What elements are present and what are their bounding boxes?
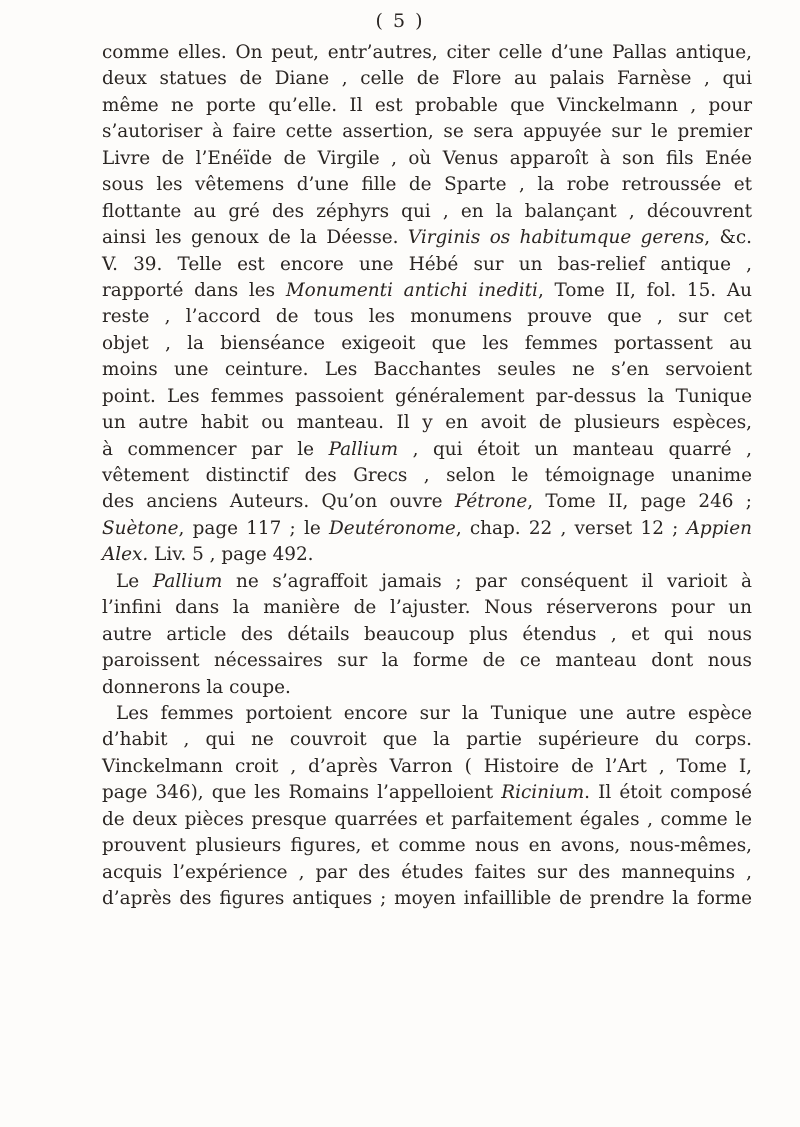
text-segment: rapporté dans les [102, 279, 286, 301]
text-line [102, 595, 752, 621]
text-line [102, 569, 752, 595]
text-line [102, 754, 752, 780]
text-segment: Le [116, 570, 153, 592]
italic-text: Deutéronome [328, 517, 456, 539]
text-segment: ne s’agraffoit jamais ; par conséquent il varioit à [222, 570, 752, 592]
text-segment: Vinckelmann croit , d’après Varron ( Histoire de l’Art , Tome I, [102, 755, 752, 777]
italic-text: Virginis os habitumque gerens [407, 227, 705, 249]
italic-text: Ricinium [501, 782, 585, 804]
text-segment: d’habit , qui ne couvroit que la partie supérieure du corps. [102, 729, 752, 751]
text-segment: autre article des détails beaucoup plus étendus , et qui nous [102, 623, 752, 645]
text-line [102, 40, 752, 66]
text-line [102, 225, 752, 251]
text-segment: l’infini dans la manière de l’ajuster. Nous réserverons pour un [102, 597, 752, 619]
text-line [102, 622, 752, 648]
text-line [102, 384, 752, 410]
text-line [102, 278, 752, 304]
text-segment: . Il étoit composé [584, 782, 752, 804]
text-segment: page 346), que les Romains l’appelloient [102, 782, 502, 804]
text-line [102, 357, 752, 383]
text-line [102, 93, 752, 119]
text-line [102, 780, 752, 806]
text-line [102, 860, 752, 886]
text-segment: , qui étoit un manteau quarré , [398, 438, 753, 460]
text-segment: donnerons la coupe. [102, 676, 291, 698]
text-segment: objet , la bienséance exigeoit que les femmes portassent au [102, 332, 752, 354]
text-line [102, 119, 752, 145]
text-line [102, 648, 752, 674]
text-line [102, 304, 752, 330]
text-line [102, 252, 752, 278]
text-line [102, 833, 752, 859]
text-line [102, 727, 752, 753]
page-number: ( 5 ) [375, 10, 425, 32]
text-segment: , &c. [704, 227, 753, 249]
text-segment: Livre de l’Enéïde de Virgile , où Venus apparoît à son fils Enée [102, 147, 752, 169]
text-segment: ainsi les genoux de la Déesse. [102, 227, 408, 249]
text-segment: flottante au gré des zéphyrs qui , en la balançant , découvrent [102, 200, 752, 222]
text-line [102, 199, 752, 225]
text-segment: prouvent plusieurs figures, et comme nous en avons, nous-mêmes, [102, 835, 752, 857]
text-line [102, 489, 752, 515]
text-segment: à commencer par le [102, 438, 329, 460]
italic-text: Pallium [152, 570, 223, 592]
text-segment: vêtement distinctif des Grecs , selon le témoignage unanime [102, 465, 752, 486]
text-segment: un autre habit ou manteau. Il y en avoit de plusieurs espèces, [102, 412, 752, 434]
text-line [102, 675, 752, 701]
text-segment: acquis l’expérience , par des études faites sur des mannequins , [102, 861, 752, 883]
text-segment: moins une ceinture. Les Bacchantes seules ne s’en servoient [102, 359, 752, 381]
text-line [102, 66, 752, 92]
text-segment: Liv. 5 , page 492. [148, 544, 314, 566]
text-segment: sous les vêtemens d’une fille de Sparte , la robe retroussée et [102, 174, 752, 196]
italic-text: Pallium [328, 438, 399, 460]
italic-text: Monumenti antichi inediti [285, 279, 538, 301]
italic-text: Appien [686, 517, 752, 539]
text-segment: d’après des figures antiques ; moyen infaillible de prendre la forme [102, 888, 752, 909]
body-text [102, 40, 752, 912]
text-segment: de deux pièces presque quarrées et parfaitement égales , comme le [102, 808, 752, 830]
text-line [102, 516, 752, 542]
italic-text: Pétrone [454, 491, 528, 513]
text-segment: deux statues de Diane , celle de Flore au palais Farnèse , qui [102, 68, 752, 90]
text-line [102, 172, 752, 198]
text-segment: , Tome II, fol. 15. Au [537, 279, 752, 301]
text-line [102, 331, 752, 357]
text-line [102, 886, 752, 912]
text-segment: des anciens Auteurs. Qu’on ouvre [102, 491, 455, 513]
text-line [102, 410, 752, 436]
italic-text: Suètone [102, 517, 179, 539]
text-line [102, 542, 752, 568]
text-line [102, 437, 752, 463]
text-segment: comme elles. On peut, entr’autres, citer celle d’une Pallas antique, [102, 42, 752, 63]
text-segment: , Tome II, page 246 ; [527, 491, 753, 513]
text-segment: même ne porte qu’elle. Il est probable que Vinckelmann , pour [102, 94, 752, 116]
text-segment: s’autoriser à faire cette assertion, se sera appuyée sur le premier [102, 121, 752, 143]
text-line [102, 463, 752, 489]
text-line [102, 807, 752, 833]
text-segment: , page 117 ; le [178, 517, 329, 539]
text-segment: paroissent nécessaires sur la forme de ce manteau dont nous [102, 650, 752, 672]
text-line [102, 146, 752, 172]
text-segment: Les femmes portoient encore sur la Tunique une autre espèce [116, 702, 752, 724]
text-segment: reste , l’accord de tous les monumens prouve que , sur cet [102, 306, 752, 328]
text-segment: point. Les femmes passoient généralement par-dessus la Tunique [102, 385, 752, 407]
text-segment: , chap. 22 , verset 12 ; [455, 517, 687, 539]
text-segment: V. 39. Telle est encore une Hébé sur un bas-relief antique , [102, 253, 752, 275]
italic-text: Alex. [102, 544, 149, 566]
text-line [102, 701, 752, 727]
